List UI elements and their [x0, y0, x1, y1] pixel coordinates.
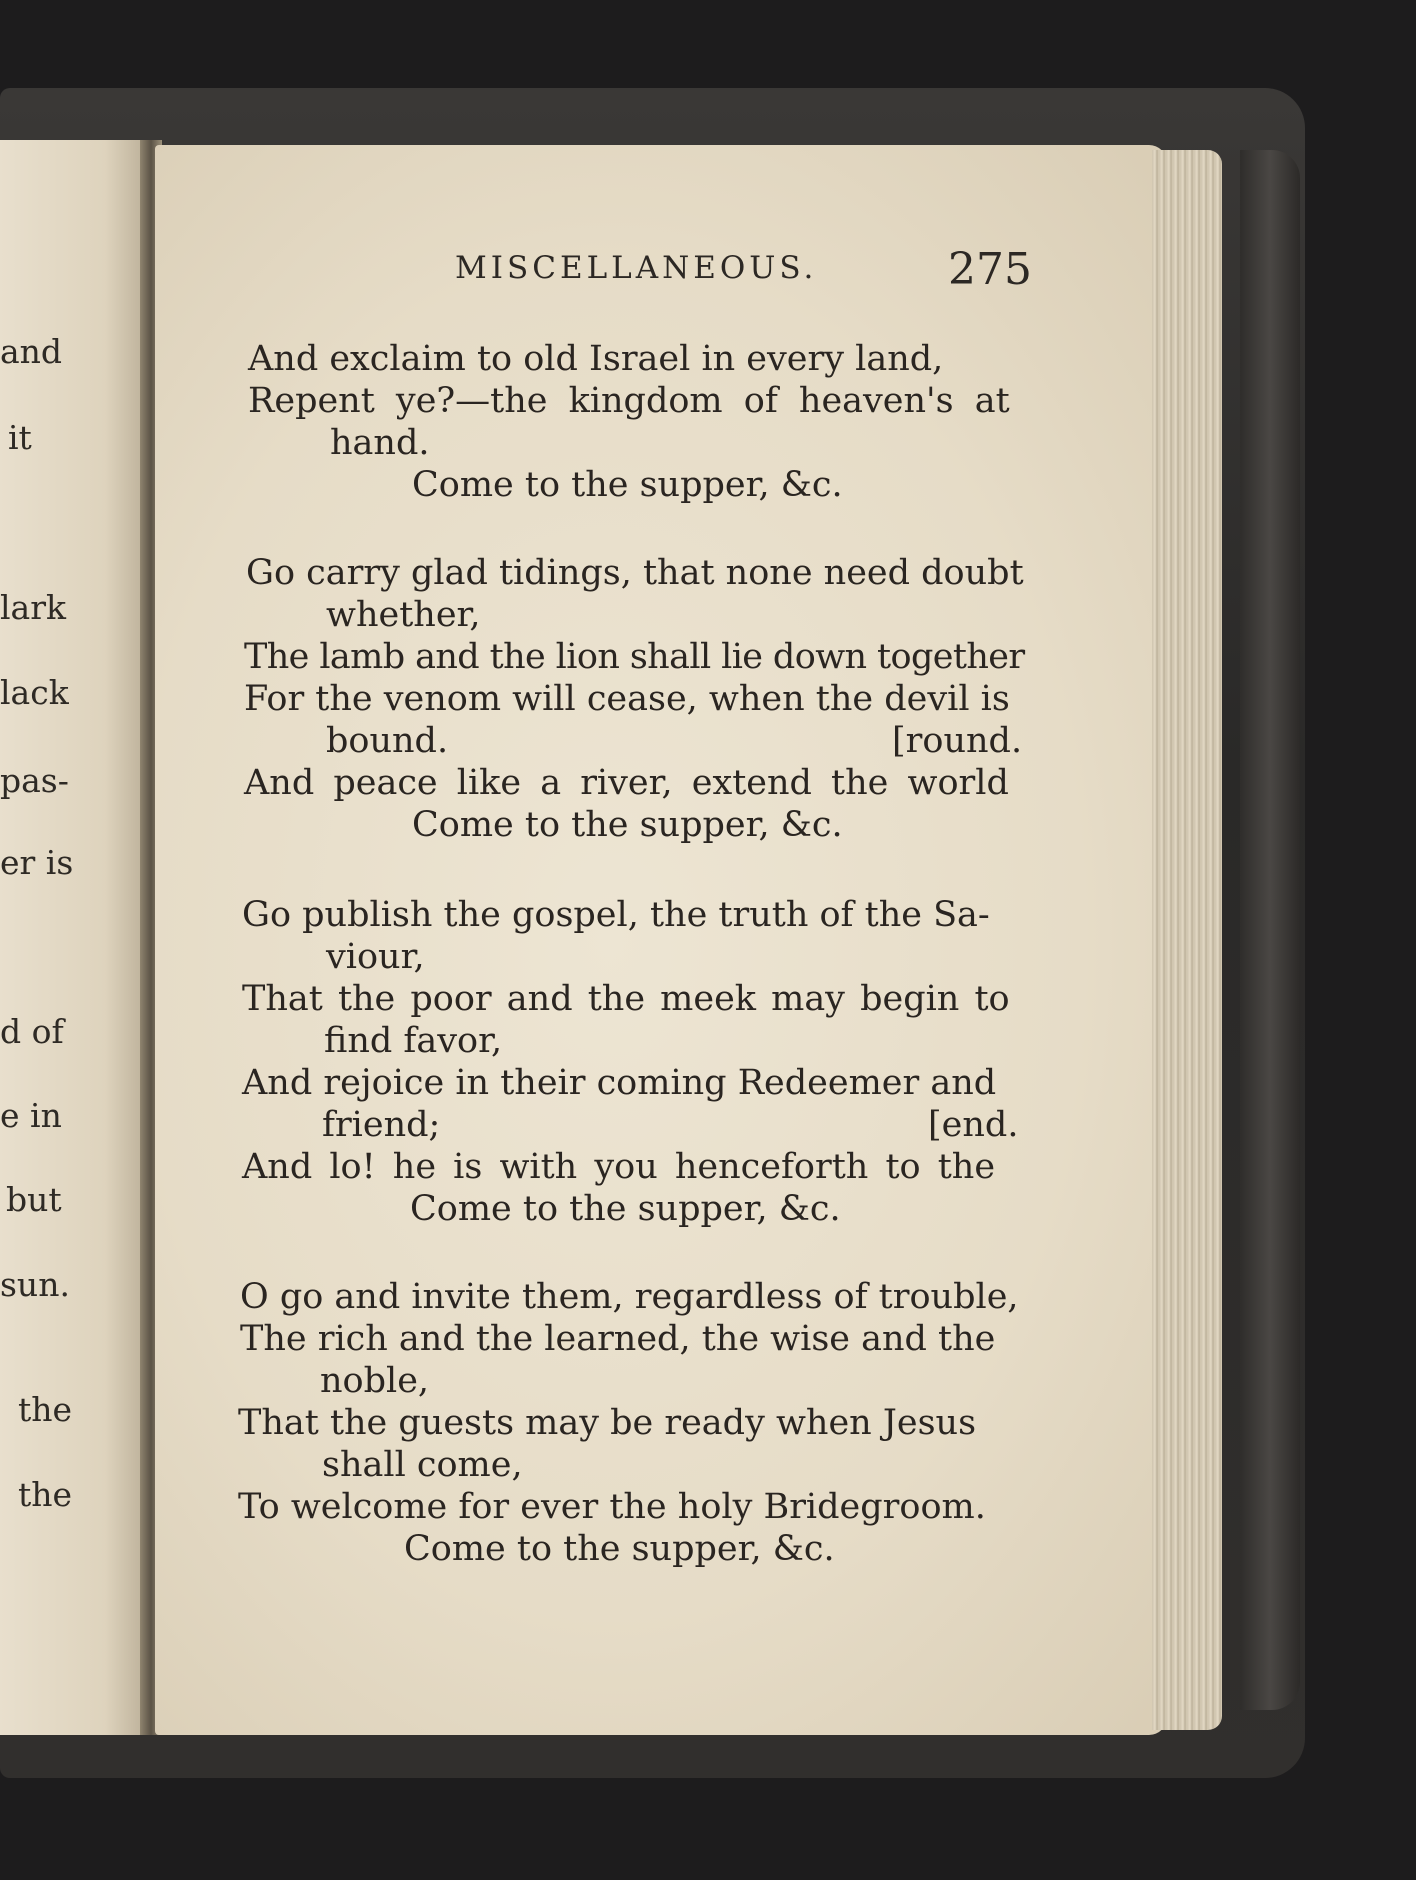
verse-line: That the guests may be ready when Jesus [238, 1403, 977, 1443]
verse-line: friend; [322, 1105, 441, 1145]
verse-line: The lamb and the lion shall lie down together [244, 637, 1025, 677]
verse-line: To welcome for ever the holy Bridegroom. [238, 1487, 986, 1527]
verse-line: noble, [320, 1361, 430, 1401]
verse-line-turnover: [round. [892, 721, 1023, 761]
verse-line: hand. [330, 423, 430, 463]
left-page-fragment: pas- [0, 761, 69, 800]
refrain-line: Come to the supper, &c. [404, 1529, 835, 1569]
verse-line: whether, [326, 595, 481, 635]
left-page-fragment: er is [0, 843, 74, 882]
verse-line: And rejoice in their coming Redeemer and [242, 1063, 997, 1103]
verse-line: O go and invite them, regardless of trouble, [240, 1277, 1019, 1317]
verse-line: viour, [326, 937, 425, 977]
verse-line: And exclaim to old Israel in every land, [248, 339, 944, 379]
verse-line: And peace like a river, extend the world [244, 763, 1009, 803]
verse-line: That the poor and the meek may begin to [242, 979, 1010, 1019]
verse-line: Go carry glad tidings, that none need doubt [246, 553, 1024, 593]
left-page-fragment: sun. [0, 1265, 70, 1304]
verse-line: Repent ye?—the kingdom of heaven's at [248, 381, 1010, 421]
verse-line: Go publish the gospel, the truth of the Sa- [242, 895, 990, 935]
left-page-fragment: but [6, 1180, 62, 1219]
verse-line-turnover: [end. [928, 1105, 1019, 1145]
verse-line: For the venom will cease, when the devil is [244, 679, 1010, 719]
page-number: 275 [948, 244, 1032, 295]
running-head: MISCELLANEOUS. [455, 250, 818, 286]
refrain-line: Come to the supper, &c. [412, 465, 843, 505]
verse-line: bound. [326, 721, 449, 761]
left-page-fragment: the [18, 1390, 73, 1429]
left-page-fragment: the [18, 1475, 73, 1514]
refrain-line: Come to the supper, &c. [410, 1189, 841, 1229]
page-edge-stack [1152, 150, 1222, 1730]
verse-line: And lo! he is with you henceforth to the [242, 1147, 996, 1187]
book-spine-edge [1240, 150, 1300, 1710]
left-page-fragment: it [8, 418, 32, 457]
left-page-fragment: e in [0, 1096, 62, 1135]
left-page-fragment: lark [0, 588, 66, 627]
left-page-fragment: d of [0, 1012, 64, 1051]
verse-line: The rich and the learned, the wise and the [240, 1319, 996, 1359]
verse-line: find favor, [324, 1021, 503, 1061]
left-page-fragment: and [0, 332, 63, 371]
verse-line: shall come, [322, 1445, 523, 1485]
left-page-fragment: lack [0, 673, 69, 712]
refrain-line: Come to the supper, &c. [412, 805, 843, 845]
